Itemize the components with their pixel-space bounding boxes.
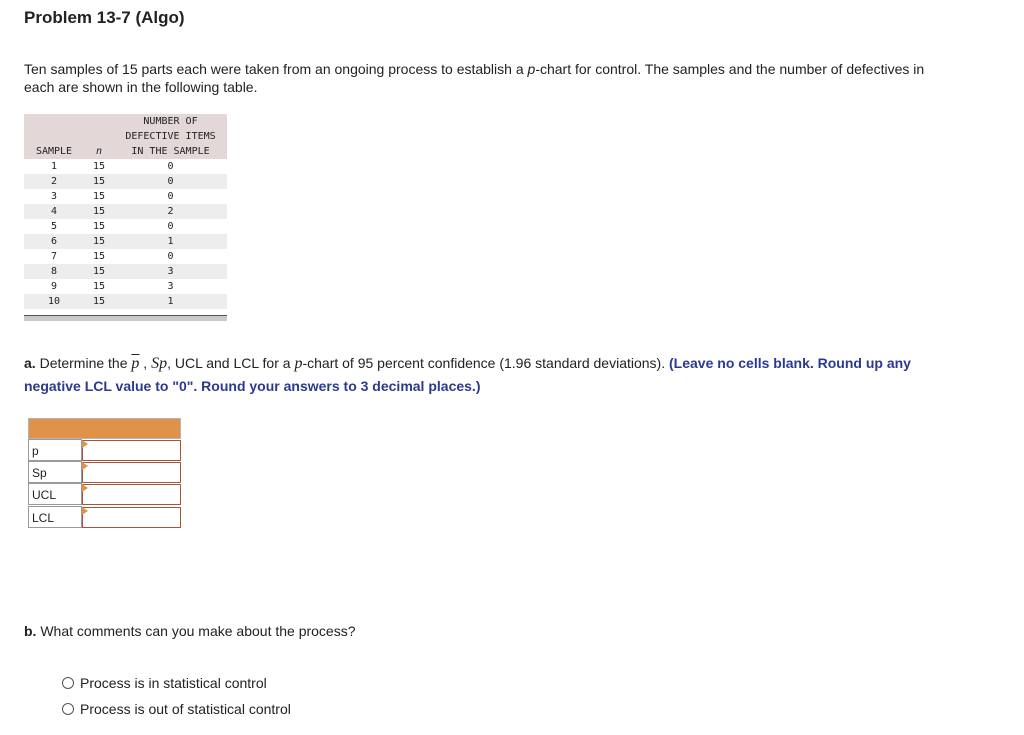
- answer-label-p: p: [28, 439, 82, 461]
- defects-table: [24, 114, 227, 309]
- table-footer-bar: [24, 315, 227, 321]
- cell-n: 15: [84, 174, 114, 189]
- header-defective: [114, 114, 227, 159]
- cell-n: 15: [92, 221, 106, 232]
- table-row: [24, 279, 227, 294]
- option-in-control[interactable]: [62, 674, 267, 692]
- answer-label-ucl: UCL: [28, 483, 82, 505]
- cell-defective: 0: [167, 191, 174, 202]
- answer-row-sp: [28, 461, 181, 483]
- cell-sample: 3: [50, 191, 58, 202]
- p-bar-symbol: $\overline{p}$: [131, 355, 140, 372]
- option-out-of-control[interactable]: [62, 700, 291, 718]
- answer-row-lcl: [28, 506, 181, 528]
- problem-title: Problem 13-7 (Algo): [24, 8, 185, 27]
- cell-sample: 2: [24, 174, 84, 189]
- cell-n: 15: [84, 264, 114, 279]
- cell-sample: 8: [24, 264, 84, 279]
- answer-label-sp: Sp: [28, 461, 82, 483]
- header-defective-line1: NUMBER OF: [143, 116, 198, 127]
- cell-defective: 0: [167, 161, 174, 172]
- part-b-label: b.: [24, 623, 37, 639]
- answer-row-ucl: [28, 483, 181, 505]
- table-row: [24, 204, 227, 219]
- cell-defective: 3: [114, 264, 227, 279]
- header-defective-line3: IN THE SAMPLE: [131, 146, 210, 157]
- cell-sample: 9: [50, 281, 58, 292]
- table-row: [24, 234, 227, 249]
- part-a-text-3: -chart of 95 percent confidence (1.96 standard deviations).: [302, 355, 670, 371]
- cell-sample: 1: [50, 161, 58, 172]
- cell-sample: 6: [24, 234, 84, 249]
- cell-n: 15: [92, 191, 106, 202]
- cell-n: 15: [84, 204, 114, 219]
- table-row: [24, 219, 227, 234]
- part-a-text-1: Determine the: [35, 355, 132, 371]
- part-a-text-2: , UCL and LCL for a: [167, 355, 295, 371]
- answer-row-p: [28, 439, 181, 461]
- p-symbol: p: [294, 355, 303, 372]
- table-row: [24, 294, 227, 309]
- cell-defective: 2: [114, 204, 227, 219]
- cell-n: 15: [92, 251, 106, 262]
- part-a-comma: ,: [139, 355, 152, 371]
- answer-grid: [28, 418, 181, 531]
- sp-symbol: Sp: [151, 355, 168, 372]
- part-b-text: What comments can you make about the process?: [36, 623, 356, 639]
- part-a-question: [24, 352, 964, 397]
- cell-defective: 0: [114, 174, 227, 189]
- intro-p: p: [527, 61, 536, 77]
- answer-input-sp[interactable]: [82, 462, 181, 483]
- cell-n: 15: [92, 161, 106, 172]
- cell-defective: 1: [114, 234, 227, 249]
- part-a-label: a.: [24, 355, 36, 371]
- cell-defective: 0: [167, 251, 174, 262]
- table-row: [24, 159, 227, 174]
- cell-sample: 10: [24, 294, 84, 309]
- table-row: [24, 174, 227, 189]
- part-a-instruction: (Leave no cells blank. Round up any negative LCL value to "0". Round your answers to 3 decimal places.): [24, 355, 911, 394]
- intro-text-a: Ten samples of 15 parts each were taken from an ongoing process to establish a: [24, 61, 528, 77]
- cell-n: 15: [84, 234, 114, 249]
- cell-defective: 1: [114, 294, 227, 309]
- answer-input-lcl[interactable]: [82, 507, 181, 528]
- answer-input-ucl[interactable]: [82, 484, 181, 505]
- header-defective-line2: DEFECTIVE ITEMS: [125, 131, 216, 142]
- table-row: [24, 249, 227, 264]
- table-row: [24, 189, 227, 204]
- header-sample: SAMPLE: [24, 114, 84, 159]
- cell-n: 15: [92, 281, 106, 292]
- option-out-of-control-label[interactable]: Process is out of statistical control: [80, 701, 291, 717]
- answer-label-lcl: LCL: [28, 506, 82, 528]
- cell-defective: 3: [167, 281, 174, 292]
- header-n: n: [84, 114, 114, 159]
- answer-input-p[interactable]: [82, 440, 181, 461]
- radio-in-control[interactable]: [62, 677, 74, 689]
- cell-sample: 7: [50, 251, 58, 262]
- answer-grid-header: [28, 418, 181, 439]
- table-header-row: [24, 114, 227, 159]
- cell-sample: 4: [24, 204, 84, 219]
- part-b-question: [24, 622, 356, 640]
- option-in-control-label[interactable]: Process is in statistical control: [80, 675, 267, 691]
- cell-defective: 0: [167, 221, 174, 232]
- table-row: [24, 264, 227, 279]
- intro-text-b: -chart for control. The samples and the number of defectives in each are shown in the following table.: [24, 61, 925, 95]
- problem-intro: [24, 60, 954, 96]
- radio-out-of-control[interactable]: [62, 703, 74, 715]
- cell-sample: 5: [50, 221, 58, 232]
- cell-n: 15: [84, 294, 114, 309]
